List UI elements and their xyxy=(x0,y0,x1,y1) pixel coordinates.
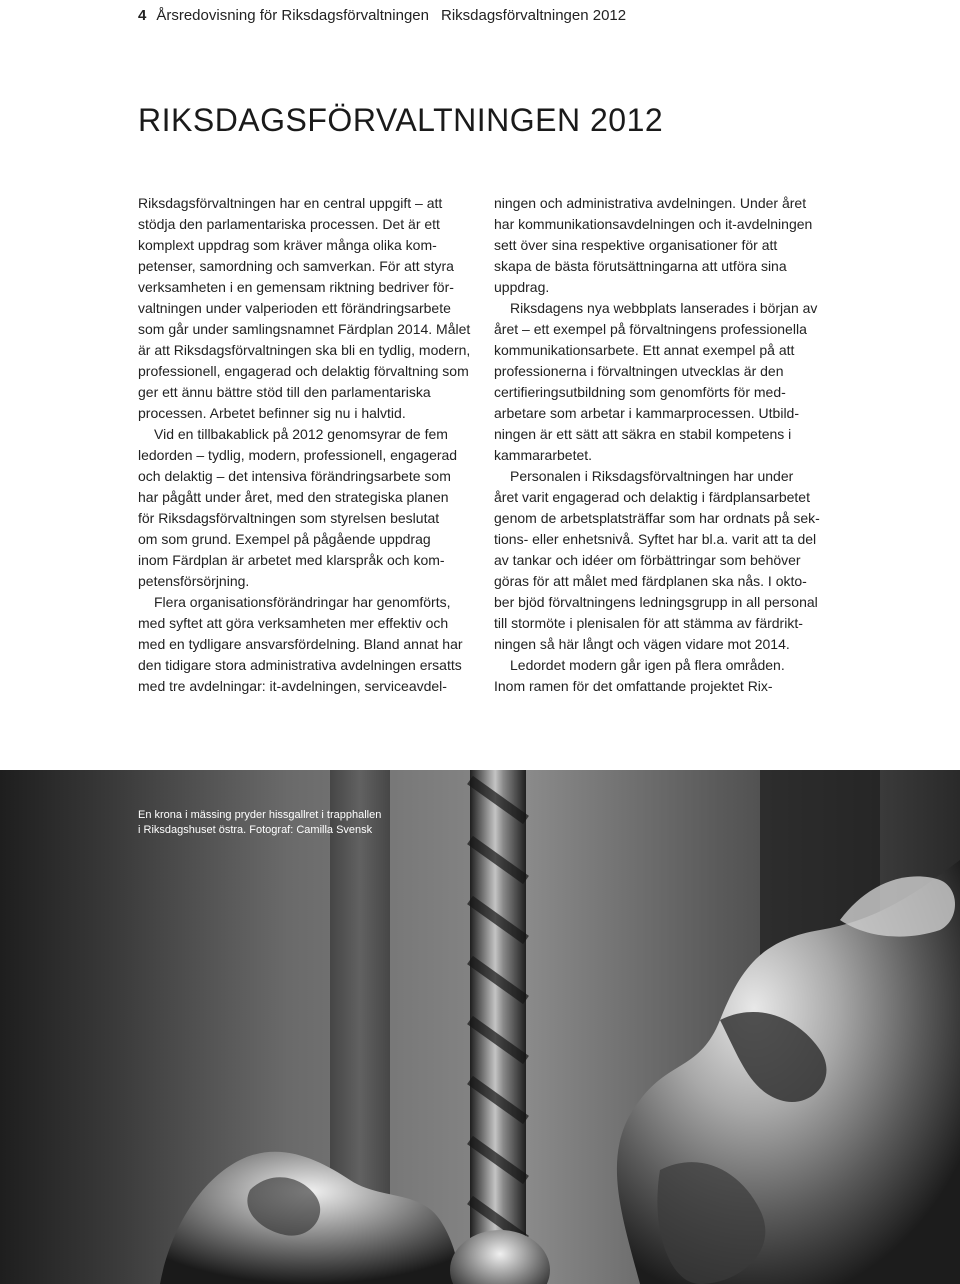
paragraph-line: året varit engagerad och delaktig i färdplansarbetet xyxy=(494,489,810,505)
paragraph-line: petenser, samordning och samverkan. För att styra xyxy=(138,258,454,274)
left-column xyxy=(138,193,478,697)
paragraph-line: Riksdagsförvaltningen har en central uppgift – att xyxy=(138,195,443,211)
paragraph-line: komplext uppdrag som kräver många olika kom- xyxy=(138,237,437,253)
paragraph-line: om som grund. Exempel på pågående uppdrag xyxy=(138,531,431,547)
paragraph-line: genom de arbetsplatsträffar som har ordnats på sek- xyxy=(494,510,820,526)
paragraph-line: ningen och administrativa avdelningen. Under året xyxy=(494,195,807,211)
paragraph-line: certifieringsutbildning som genomförts för med- xyxy=(494,384,786,400)
header-section: Årsredovisning för Riksdagsförvaltningen xyxy=(156,7,429,24)
paragraph-line: stödja den parlamentariska processen. Det är ett xyxy=(138,216,440,232)
paragraph-line: tions- eller enhetsnivå. Syftet har bl.a. varit att ta del xyxy=(494,531,817,547)
paragraph-line: uppdrag. xyxy=(494,279,550,295)
paragraph-line: processen. Arbetet befinner sig nu i halvtid. xyxy=(138,405,406,421)
paragraph-line: har kommunikationsavdelningen och it-avdelningen xyxy=(494,216,813,232)
paragraph-line: professionell, engagerad och delaktig förvaltning som xyxy=(138,363,469,379)
paragraph-line: ber bjöd förvaltningens ledningsgrupp in all personal xyxy=(494,594,818,610)
paragraph-line: inom Färdplan är arbetet med klarspråk och kom- xyxy=(138,552,445,568)
page-number: 4 xyxy=(138,7,147,24)
paragraph-line: och delaktig – det intensiva förändringsarbete som xyxy=(138,468,451,484)
paragraph-line: Vid en tillbakablick på 2012 genomsyrar de fem xyxy=(154,426,448,442)
brass-crown-photo xyxy=(0,770,960,1284)
paragraph-line: petensförsörjning. xyxy=(138,573,250,589)
paragraph-line: den tidigare stora administrativa avdelningen ersatts xyxy=(138,657,462,673)
twisted-bar xyxy=(470,770,526,1284)
paragraph-line: av tankar och idéer om förbättringar som behöver xyxy=(494,552,801,568)
paragraph-line: med tre avdelningar: it-avdelningen, serviceavdel- xyxy=(138,678,447,694)
photo-caption xyxy=(138,808,381,838)
paragraph-line: verksamheten i en gemensam riktning bedriver för- xyxy=(138,279,454,295)
paragraph-line: Flera organisationsförändringar har genomförts, xyxy=(154,594,451,610)
paragraph-line: skapa de bästa förutsättningarna att utföra sina xyxy=(494,258,787,274)
paragraph-line: till stormöte i plenisalen för att stämma av färdrikt- xyxy=(494,615,803,631)
running-header xyxy=(138,6,626,26)
paragraph-line: ledorden – tydlig, modern, professionell, engagerad xyxy=(138,447,458,463)
paragraph-line: ningen är ett sätt att säkra en stabil kompetens i xyxy=(494,426,792,442)
page-title: RIKSDAGSFÖRVALTNINGEN 2012 xyxy=(138,102,664,138)
paragraph-line: Inom ramen för det omfattande projektet Rix- xyxy=(494,678,773,694)
paragraph-line: sett över sina respektive organisationer för att xyxy=(494,237,778,253)
paragraph-line: göras för att målet med färdplanen ska nås. I okto- xyxy=(494,573,807,589)
paragraph-line: Personalen i Riksdagsförvaltningen har under xyxy=(510,468,794,484)
paragraph-line: är att Riksdagsförvaltningen ska bli en tydlig, modern, xyxy=(138,342,471,358)
caption-line: En krona i mässing pryder hissgallret i trapphallen xyxy=(138,809,382,821)
paragraph-line: för Riksdagsförvaltningen som styrelsen beslutat xyxy=(138,510,440,526)
paragraph-line: har pågått under året, med den strategiska planen xyxy=(138,489,449,505)
paragraph-line: som går under samlingsnamnet Färdplan 2014. Målet xyxy=(138,321,471,337)
paragraph-line: Riksdagens nya webbplats lanserades i början av xyxy=(510,300,818,316)
paragraph-line: året – ett exempel på förvaltningens professionella xyxy=(494,321,807,337)
paragraph-line: professionerna i förvaltningen utvecklas är den xyxy=(494,363,784,379)
header-chapter: Riksdagsförvaltningen 2012 xyxy=(440,7,627,24)
paragraph-line: kammararbetet. xyxy=(494,447,593,463)
paragraph-line: arbetare som arbetar i kammarprocessen. Utbild- xyxy=(494,405,800,421)
paragraph-line: med syftet att göra verksamheten mer effektiv och xyxy=(138,615,449,631)
paragraph-line: Ledordet modern går igen på flera områden. xyxy=(510,657,785,673)
paragraph-line: med en tydligare ansvarsfördelning. Bland annat har xyxy=(138,636,463,652)
photo-illustration xyxy=(0,770,960,1284)
paragraph-line: ger ett ännu bättre stöd till den parlamentariska xyxy=(138,384,431,400)
caption-line: i Riksdagshuset östra. Fotograf: Camilla Svensk xyxy=(138,824,373,836)
paragraph-line: ningen så här långt och vägen vidare mot 2014. xyxy=(494,636,790,652)
paragraph-line: valtningen under valperioden ett förändringsarbete xyxy=(138,300,451,316)
right-column xyxy=(494,193,834,697)
paragraph-line: kommunikationsarbete. Ett annat exempel på att xyxy=(494,342,795,358)
